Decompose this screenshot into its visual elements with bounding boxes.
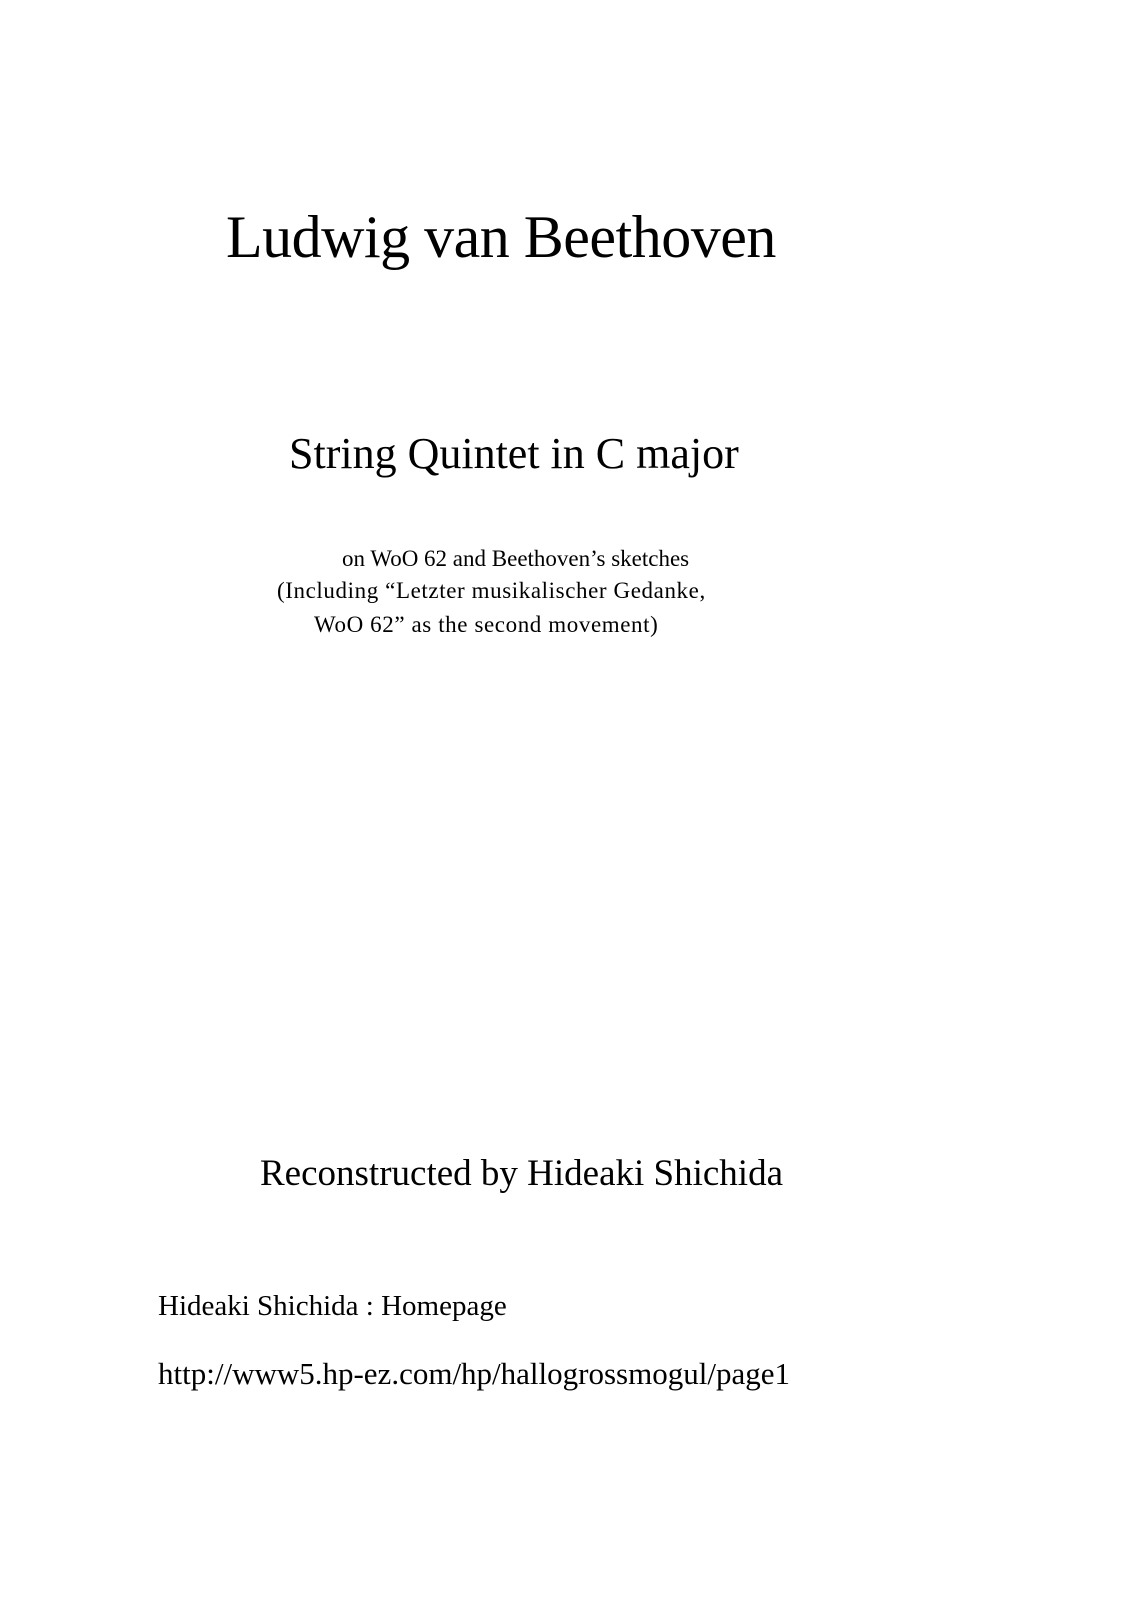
- homepage-label: Hideaki Shichida : Homepage: [158, 1290, 507, 1322]
- subtitle-line: (Including “Letzter musikalischer Gedanke,: [277, 578, 706, 603]
- reconstruction-credit: Reconstructed by Hideaki Shichida: [260, 1153, 784, 1194]
- work-title: String Quintet in C major: [289, 429, 739, 478]
- subtitle-line: WoO 62” as the second movement): [314, 612, 659, 637]
- composer-name: Ludwig van Beethoven: [226, 204, 776, 270]
- homepage-url: http://www5.hp-ez.com/hp/hallogrossmogul/page1: [158, 1356, 790, 1391]
- subtitle-line: on WoO 62 and Beethoven’s sketches: [342, 546, 690, 571]
